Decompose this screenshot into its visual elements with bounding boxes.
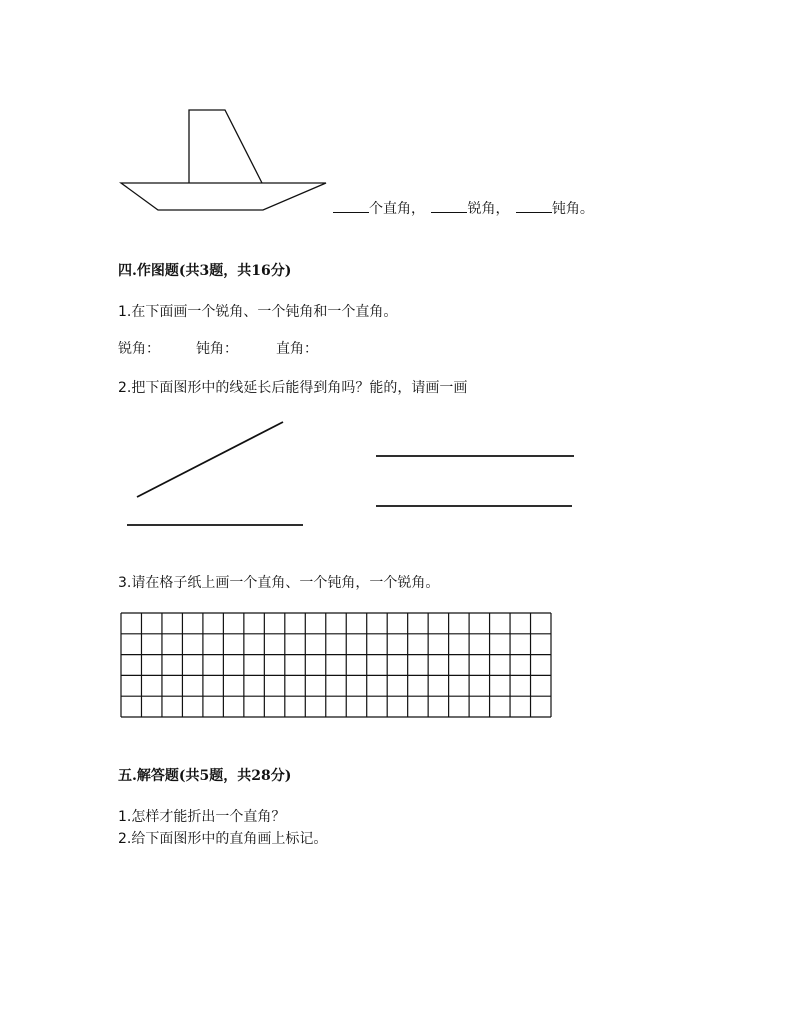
boat-figure	[121, 110, 326, 210]
boat-answer-line	[333, 198, 594, 218]
section5-q2: 2.给下面图形中的直角画上标记。	[118, 831, 328, 847]
section4-q1: 1.在下面画一个锐角、一个钝角和一个直角。	[118, 304, 398, 320]
section4-q2: 2.把下面图形中的线延长后能得到角吗？能的，请画一画	[118, 380, 468, 396]
section5-heading: 五.解答题(共5题，共28分)	[118, 768, 292, 784]
answer-text-obtuse-angle: 钝角。	[551, 201, 594, 217]
boat-sail	[189, 110, 262, 183]
section5-q1: 1.怎样才能折出一个直角？	[118, 809, 286, 825]
label-obtuse: 钝角：	[196, 341, 238, 357]
blank-acute-angle[interactable]	[431, 198, 467, 213]
section4-q3: 3.请在格子纸上画一个直角、一个钝角，一个锐角。	[118, 575, 440, 591]
label-right: 直角：	[276, 341, 318, 357]
blank-right-angle[interactable]	[333, 198, 369, 213]
blank-obtuse-angle[interactable]	[516, 198, 552, 213]
label-acute: 锐角：	[118, 341, 160, 357]
answer-text-acute-angle: 锐角，	[467, 201, 510, 217]
boat-hull	[121, 183, 326, 210]
grid-paper[interactable]	[121, 613, 551, 717]
answer-text-right-angle: 个直角，	[369, 201, 425, 217]
section4-heading: 四.作图题(共3题，共16分)	[118, 263, 292, 279]
slanted-line	[137, 422, 283, 497]
